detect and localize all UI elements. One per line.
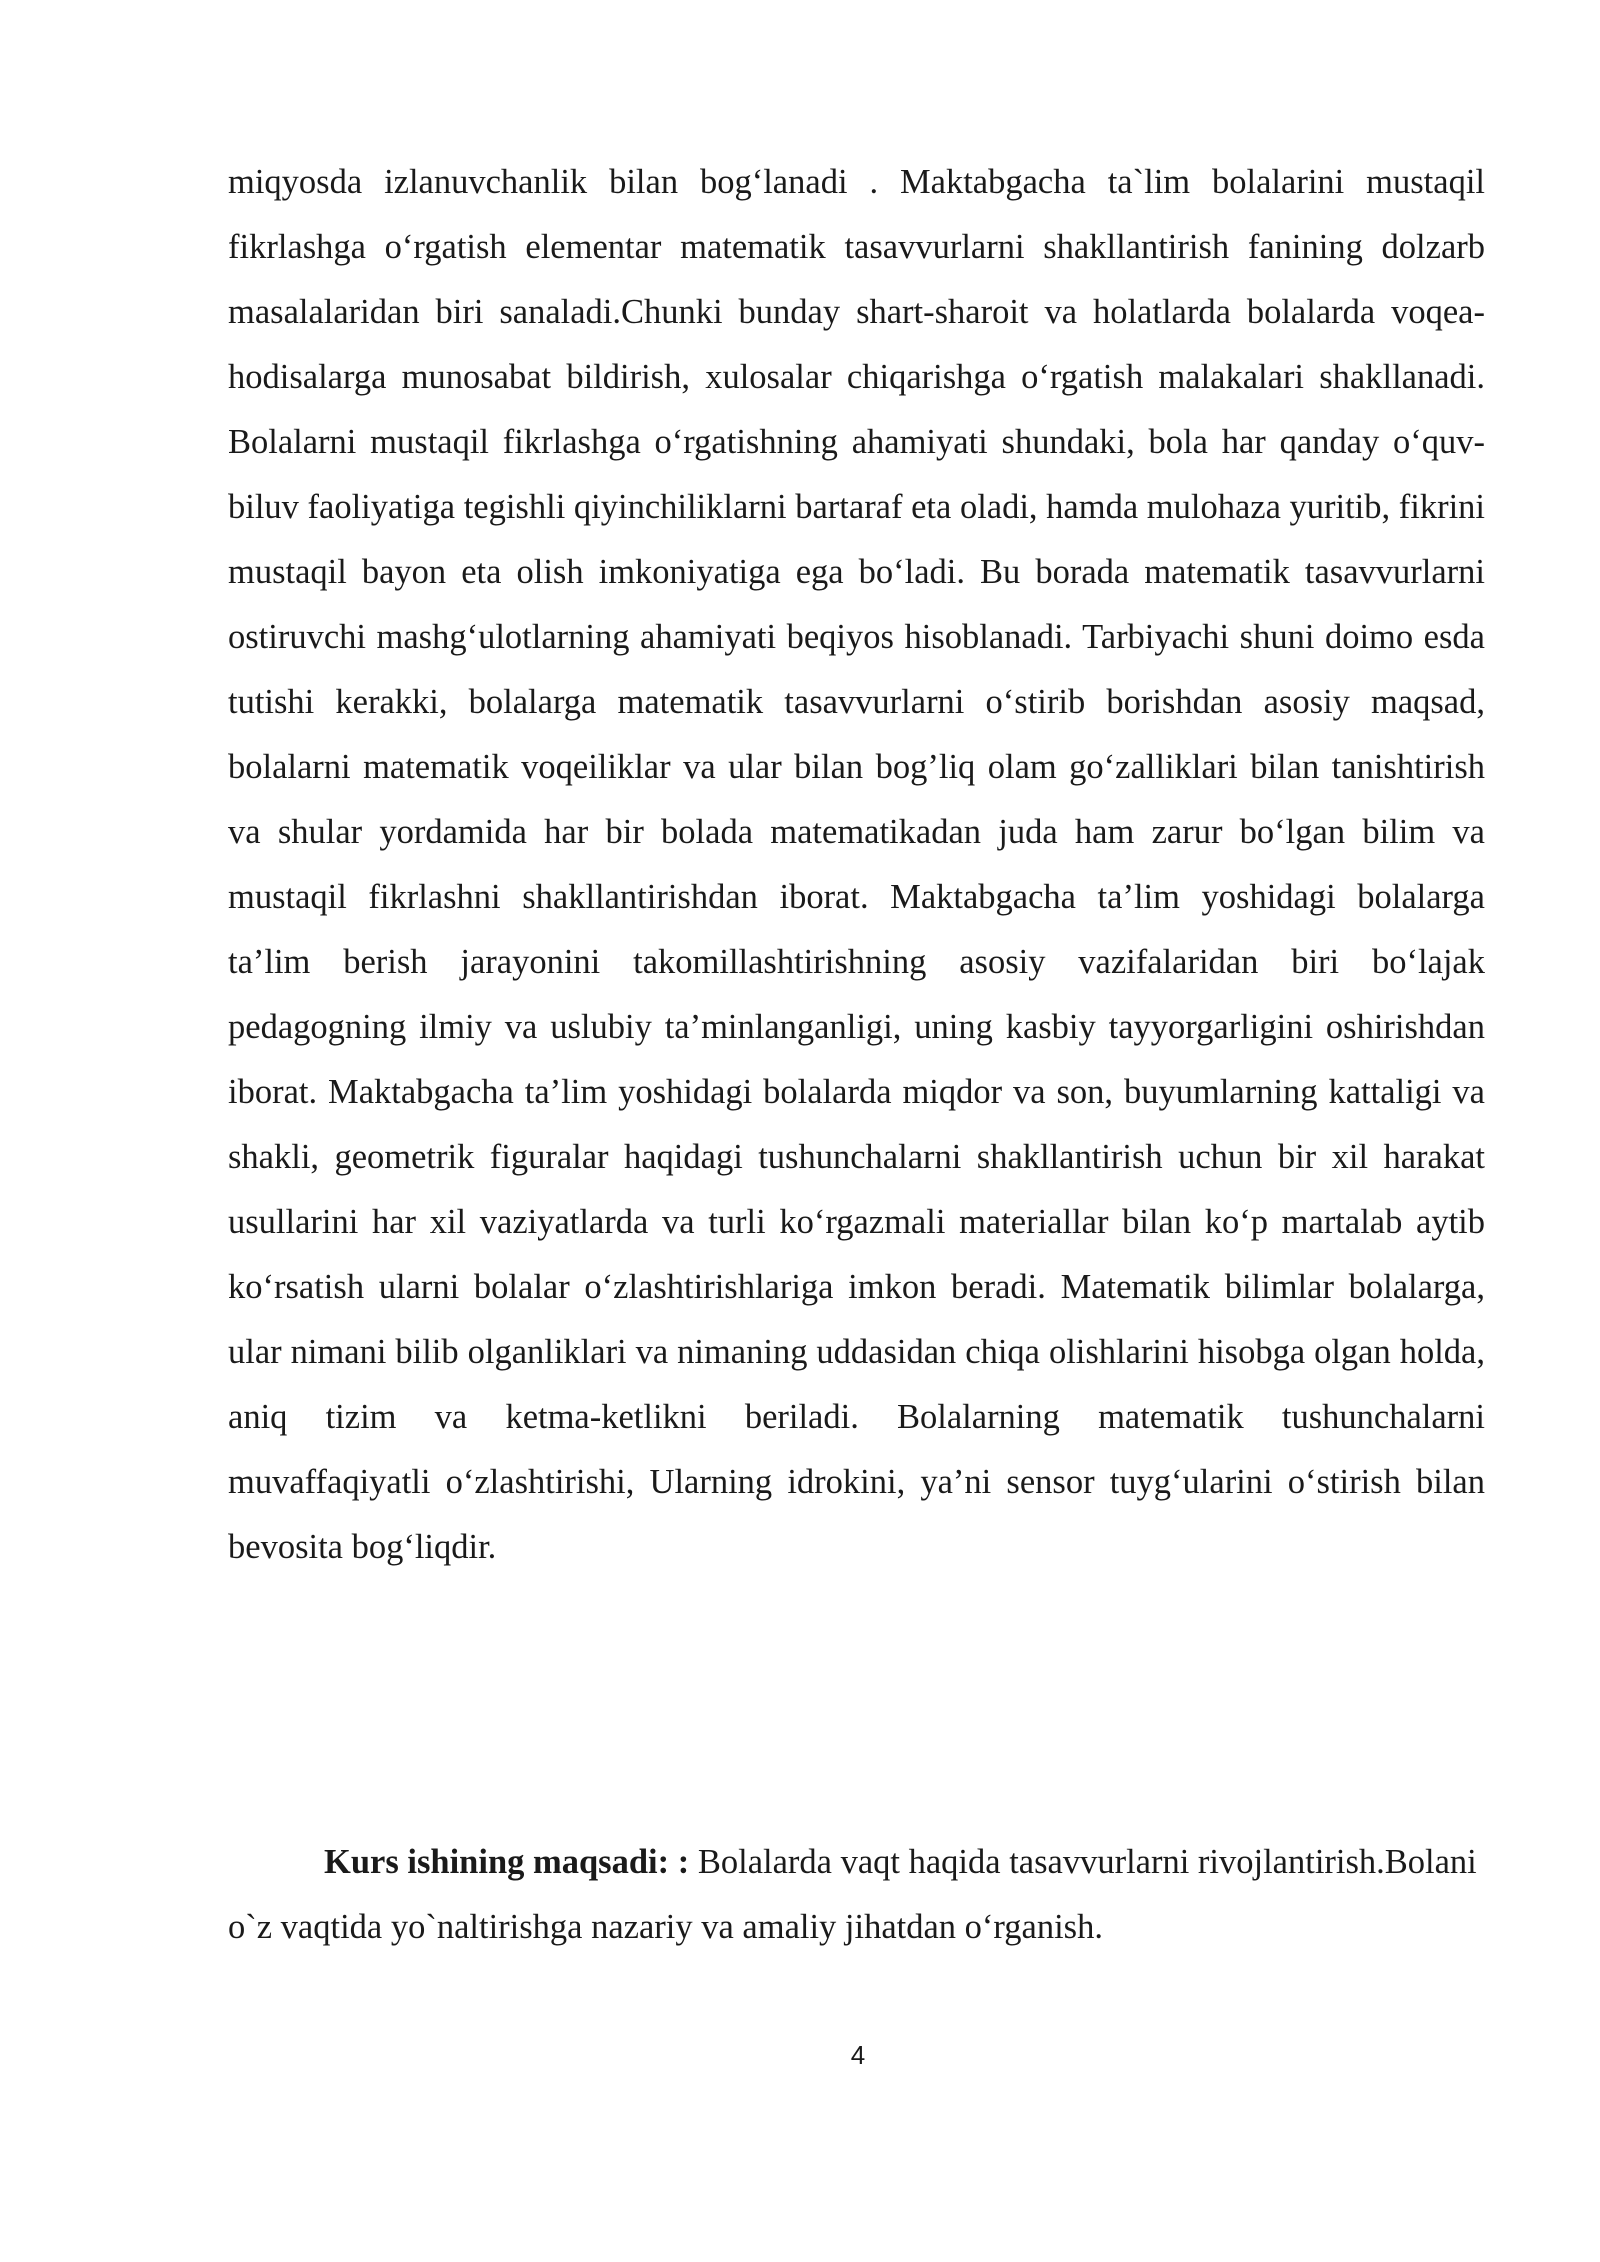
body-paragraph: miqyosda izlanuvchanlik bilan bog‘lanadi . Maktabgacha ta`lim bolalarini mustaqil fikrlashga o‘rgatish elementar matematik tasavvurlarni shakllantirish fanining dolzarb masalalaridan biri sanaladi.Chunki bunday shart-sharoit va holatlarda bolalarda voqea-hodisalarga munosabat bildirish, xulosalar chiqarishga o‘rgatish malakalari shakllanadi. Bolalarni mustaqil fikrlashga o‘rgatishning ahamiyati shundaki, bola har qanday o‘quv-biluv faoliyatiga tegishli qiyinchiliklarni bartaraf eta oladi, hamda mulohaza yuritib, fikrini mustaqil bayon eta olish imkoniyatiga ega bo‘ladi. Bu borada matematik tasavvurlarni ostiruvchi mashg‘ulotlarning ahamiyati beqiyos hisoblanadi. Tarbiyachi shuni doimo esda tutishi kerakki, bolalarga matematik tasavvurlarni o‘stirib borishdan asosiy maqsad, bolalarni matematik voqeiliklar va ular bilan bog’liq olam go‘zalliklari bilan tanishtirish va shular yordamida har bir bolada matematikadan juda ham zarur bo‘lgan bilim va mustaqil fikrlashni shakllantirishdan iborat. Maktabgacha ta’lim yoshidagi bolalarga ta’lim berish jarayonini takomillashtirishning asosiy vazifalaridan biri bo‘lajak pedagogning ilmiy va uslubiy ta’minlanganligi, uning kasbiy tayyorgarligini oshirishdan iborat. Maktabgacha ta’lim yoshidagi bolalarda miqdor va son, buyumlarning kattaligi va shakli, geometrik figuralar haqidagi tushunchalarni shakllantirish uchun bir xil harakat usullarini har xil vaziyatlarda va turli ko‘rgazmali materiallar bilan ko‘p martalab aytib ko‘rsatish ularni bolalar o‘zlashtirishlariga imkon beradi. Matematik bilimlar bolalarga, ular nimani bilib olganliklari va nimaning uddasidan chiqa olishlarini hisobga olgan holda, aniq tizim va ketma-ketlikni beriladi. Bolalarning matematik tushunchalarni muvaffaqiyatli o‘zlashtirishi, Ularning idrokini, ya’ni sensor tuyg‘ularini o‘stirish bilan bevosita bog‘liqdir. [228,163,1485,1566]
page-number: 4 [850,2040,866,2070]
course-goal-paragraph [228,1830,1485,1960]
course-goal-heading: Kurs ishining maqsadi: : [324,1843,690,1881]
course-goal-text: Bolalarda vaqt haqida tasavvurlarni rivojlantirish.Bolani o`z vaqtida yo`naltirishga nazariy va amaliy jihatdan o‘rganish. [228,1843,1477,1946]
